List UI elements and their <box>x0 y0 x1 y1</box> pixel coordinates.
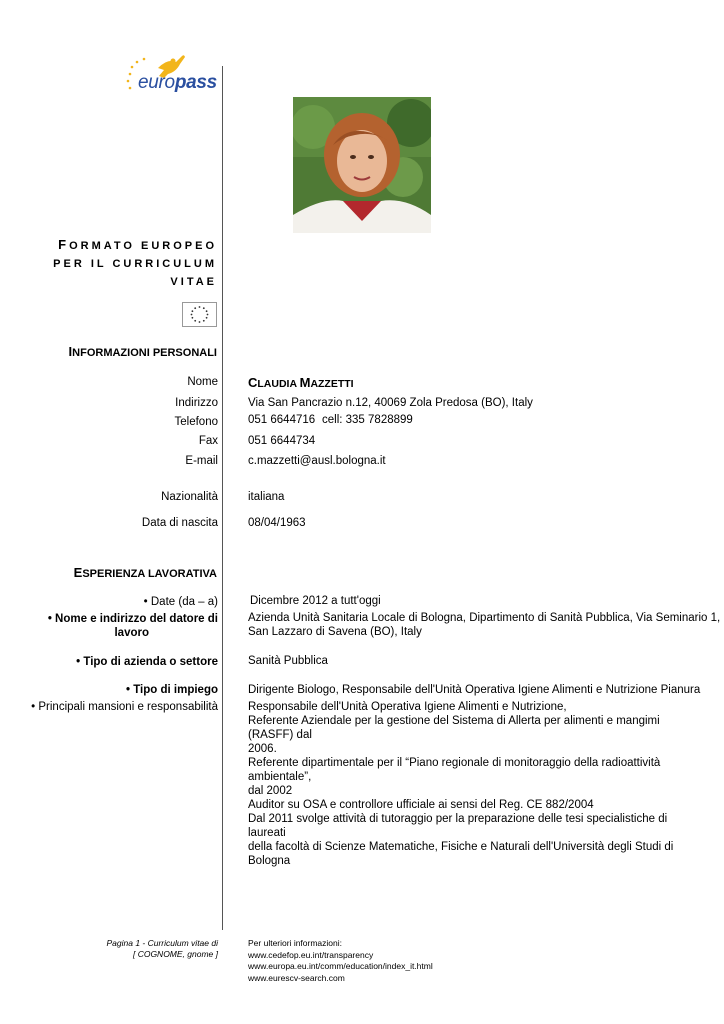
nationality-value: italiana <box>248 491 285 503</box>
vertical-divider <box>222 66 223 930</box>
europass-logo <box>124 52 217 98</box>
duty-line: Dal 2011 svolge attività di tutoraggio per la preparazione delle tesi specialistiche di laureati <box>248 813 668 839</box>
employer-value-cont: San Lazzaro di Savena (BO), Italy <box>248 626 422 638</box>
eu-flag-icon <box>182 302 217 327</box>
duties-list <box>248 700 688 868</box>
duty-line: dal 2002 <box>248 785 293 797</box>
duty-line: Referente dipartimentale per il “Piano regionale di monitoraggio della radioattività ambientale”, <box>248 757 661 783</box>
sector-value: Sanità Pubblica <box>248 655 328 667</box>
section-personal-info: INFORMAZIONI PERSONALI <box>68 344 217 359</box>
duty-line: 2006. <box>248 743 277 755</box>
employer-label: • Nome e indirizzo del datore di <box>47 613 218 625</box>
birth-value: 08/04/1963 <box>248 517 306 529</box>
logo-text-pass: pass <box>174 72 217 93</box>
phone-label: Telefono <box>174 416 218 428</box>
address-value: Via San Pancrazio n.12, 40069 Zola Predosa (BO), Italy <box>248 397 533 409</box>
footer-page-info: Pagina 1 - Curriculum vitae di [ COGNOME, gnome ] <box>106 938 218 959</box>
section-work-experience: ESPERIENZA LAVORATIVA <box>73 565 217 580</box>
fax-value: 051 6644734 <box>248 435 316 447</box>
email-value: c.mazzetti@ausl.bologna.it <box>248 455 386 467</box>
email-label: E-mail <box>185 455 218 467</box>
fax-label: Fax <box>198 435 218 447</box>
address-label: Indirizzo <box>175 397 218 409</box>
phone-value: 051 6644716 <box>248 414 316 426</box>
employer-value: Azienda Unità Sanitaria Locale di Bologna, Dipartimento di Sanità Pubblica, Via Seminario 1, <box>248 612 721 624</box>
job-type-label: • Tipo di impiego <box>126 684 218 696</box>
name-label: Nome <box>187 376 218 388</box>
duty-line: Responsabile dell'Unità Operativa Igiene Alimenti e Nutrizione, <box>248 701 567 713</box>
date-value: Dicembre 2012 a tutt'oggi <box>250 595 381 607</box>
duty-line: della facoltà di Scienze Matematiche, Fisiche e Naturali dell'Università degli Studi di Bologna <box>248 841 674 867</box>
footer-links <box>248 938 433 984</box>
portrait-photo <box>293 97 431 233</box>
nationality-label: Nazionalità <box>161 491 218 503</box>
duty-line: Referente Aziendale per la gestione del Sistema di Allerta per alimenti e mangimi (RASFF) dal <box>248 715 660 741</box>
birth-label: Data di nascita <box>141 517 218 529</box>
employer-label-cont: lavoro <box>114 627 149 639</box>
footer-link[interactable]: www.europa.eu.int/comm/education/index_it.html <box>248 961 433 971</box>
footer-link[interactable]: www.eurescv-search.com <box>248 972 345 983</box>
footer-info-text: Per ulteriori informazioni: <box>248 938 343 948</box>
logo-text-euro: euro <box>138 72 175 93</box>
job-type-value: Dirigente Biologo, Responsabile dell'Unità Operativa Igiene Alimenti e Nutrizione Pianura <box>248 684 701 696</box>
footer-link[interactable]: www.cedefop.eu.int/transparency <box>248 949 374 960</box>
sector-label: • Tipo di azienda o settore <box>76 656 218 668</box>
date-label: • Date (da – a) <box>143 596 218 608</box>
document-title: FORMATO EUROPEO PER IL CURRICULUM VITAE <box>53 237 217 288</box>
name-value: CLAUDIA MAZZETTI <box>248 375 354 390</box>
duties-label: • Principali mansioni e responsabilità <box>31 701 218 713</box>
cell-value: cell: 335 7828899 <box>322 414 413 426</box>
duty-line: Auditor su OSA e controllore ufficiale ai sensi del Reg. CE 882/2004 <box>248 799 594 811</box>
